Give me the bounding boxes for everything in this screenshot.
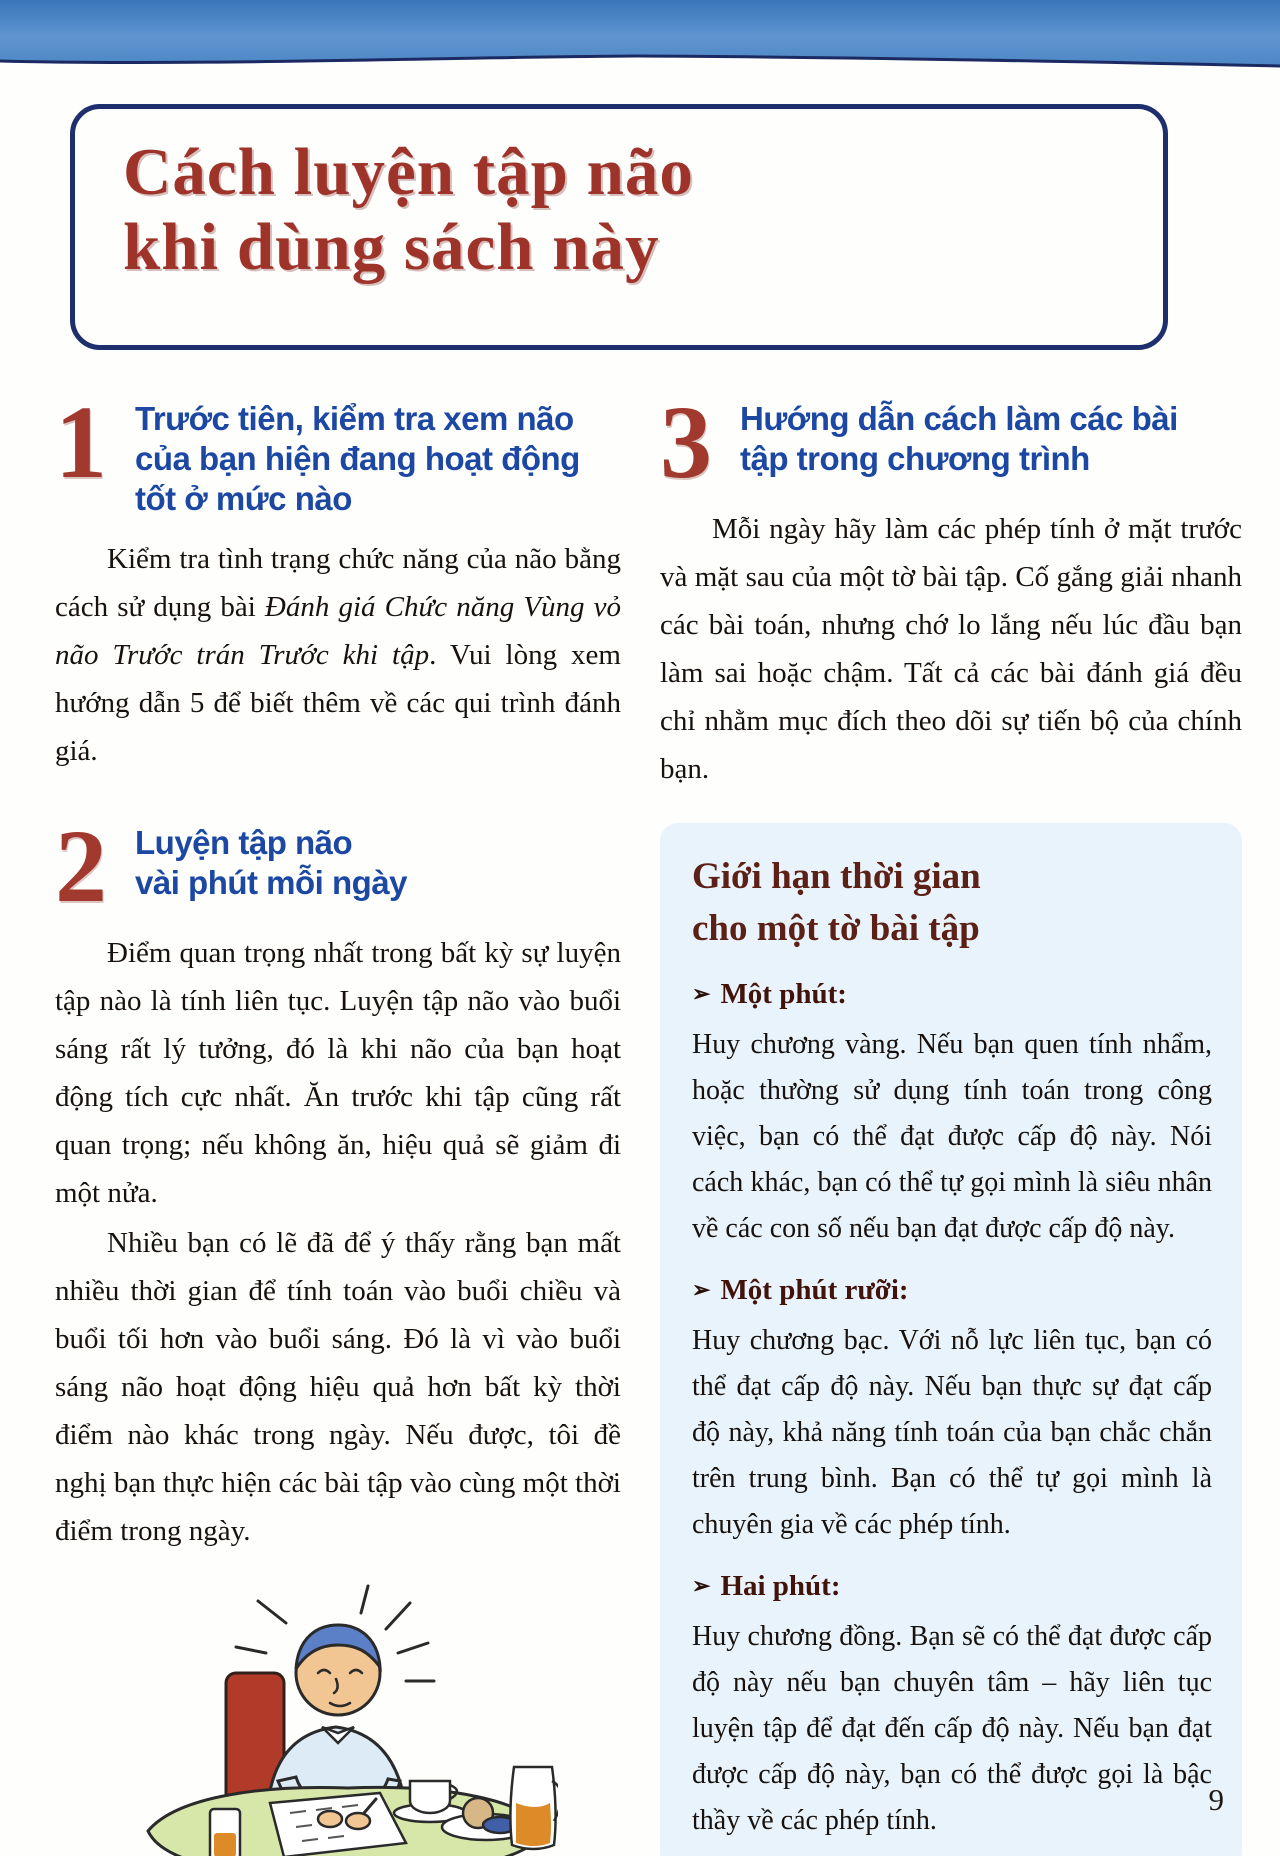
time-limit-item-label-row	[692, 1564, 1212, 1610]
section-2-paragraph-1: Điểm quan trọng nhất trong bất kỳ sự luyện tập nào là tính liên tục. Luyện tập não vào buổi sáng rất lý tưởng, đó là khi não của bạn hoạt động tích cực nhất. Ăn trước khi tập cũng rất quan trọng; nếu không ăn, hiệu quả sẽ giảm đi một nửa.	[55, 936, 621, 1209]
page-number: 9	[1208, 1782, 1224, 1817]
time-limit-box-title-line2: cho một tờ bài tập	[692, 908, 980, 950]
chapter-title-line2: khi dùng sách này	[123, 210, 660, 285]
section-2-heading	[55, 809, 621, 924]
section-3-body	[660, 505, 1242, 793]
section-1-paragraph-italic: Đánh giá Chức năng Vùng vỏ não Trước trán Trước khi tập	[55, 591, 621, 671]
section-2-title	[135, 819, 621, 903]
section-1-body	[55, 535, 621, 775]
man-at-table-illustration	[118, 1581, 558, 1856]
section-1-title-line2: của bạn hiện đang hoạt động	[135, 440, 580, 477]
section-3-title-line1: Hướng dẫn cách làm các bài	[740, 400, 1178, 437]
time-limit-item-label: Một phút rưỡi:	[720, 1273, 909, 1306]
section-1-paragraph-post: . Vui lòng xem hướng dẫn 5 để biết thêm về các qui trình đánh giá.	[55, 639, 621, 767]
section-1-paragraph	[55, 535, 621, 775]
time-limit-item-text: Huy chương vàng. Nếu bạn quen tính nhẩm, hoặc thường sử dụng tính toán trong công việc, bạn có thể đạt được cấp độ này. Nói cách khác, bạn có thể tự gọi mình là siêu nhân về các con số nếu bạn đạt được cấp độ này.	[692, 1028, 1212, 1244]
section-3-title-line2: tập trong chương trình	[740, 440, 1090, 477]
section-3-paragraph: Mỗi ngày hãy làm các phép tính ở mặt trước và mặt sau của một tờ bài tập. Cố gắng giải nhanh các bài toán, nhưng chớ lo lắng nếu lúc đầu bạn làm sai hoặc chậm. Tất cả các bài đánh giá đều chỉ nhằm mục đích theo dõi sự tiến bộ của chính bạn.	[660, 512, 1242, 785]
section-1-title	[135, 395, 621, 519]
section-2-number: 2	[55, 809, 107, 924]
section-2-body	[55, 929, 621, 1555]
time-limit-item-two-minutes	[692, 1564, 1212, 1844]
section-2	[55, 809, 621, 1555]
time-limit-item-one-minute	[692, 972, 1212, 1252]
juice-pitcher	[510, 1767, 558, 1849]
right-column	[660, 385, 1242, 1856]
section-2-title-line1: Luyện tập não	[135, 824, 353, 861]
juice-glass	[210, 1809, 240, 1856]
time-limit-item-text: Huy chương bạc. Với nỗ lực liên tục, bạn có thể đạt cấp độ này. Nếu bạn thực sự đạt cấp độ này, khả năng tính toán của bạn chắc chắn trên trung bình. Bạn có thể tự gọi mình là chuyên gia về các phép tính.	[692, 1324, 1212, 1540]
section-1-paragraph-pre: Kiểm tra tình trạng chức năng của não bằng cách sử dụng bài	[55, 543, 621, 623]
time-limit-box-title-line1: Giới hạn thời gian	[692, 855, 981, 897]
time-limit-item-label-row	[692, 1268, 1212, 1314]
right-hand	[346, 1813, 370, 1829]
time-limit-item-minute-and-half	[692, 1268, 1212, 1548]
section-3-number: 3	[660, 385, 712, 500]
arrow-bullet-icon: ➢	[692, 980, 711, 1006]
section-1-heading	[55, 385, 621, 519]
time-limit-item-label: Một phút:	[720, 977, 847, 1010]
chapter-title-box	[70, 104, 1168, 350]
section-2-paragraph-2: Nhiều bạn có lẽ đã để ý thấy rằng bạn mất nhiều thời gian để tính toán vào buổi chiều và buổi tối hơn vào buổi sáng. Đó là vì vào buổi sáng não hoạt động hiệu quả hơn bất kỳ thời điểm nào khác trong ngày. Nếu được, tôi đề nghị bạn thực hiện các bài tập vào cùng một thời điểm trong ngày.	[55, 1226, 621, 1547]
section-1-title-line3: tốt ở mức nào	[135, 480, 352, 517]
chapter-title-line1: Cách luyện tập não	[123, 135, 694, 209]
time-limit-box-title	[692, 851, 1212, 956]
left-hand	[318, 1811, 342, 1827]
top-blue-band	[0, 0, 1280, 80]
chapter-title	[75, 109, 1163, 285]
section-2-title-line2: vài phút mỗi ngày	[135, 864, 408, 901]
time-limit-item-label: Hai phút:	[720, 1569, 841, 1602]
time-limit-item-label-row	[692, 972, 1212, 1018]
left-column	[55, 385, 621, 1856]
section-1-number: 1	[55, 385, 107, 500]
section-3-heading	[660, 385, 1242, 500]
arrow-bullet-icon: ➢	[692, 1572, 711, 1598]
time-limit-item-text: Huy chương đồng. Bạn sẽ có thể đạt được cấp độ này nếu bạn chuyên tâm – hãy liên tục luyện tập để đạt đến cấp độ này. Nếu bạn đạt được cấp độ này, bạn có thể được gọi là bậc thầy về các phép tính.	[692, 1620, 1212, 1836]
arrow-bullet-icon: ➢	[692, 1276, 711, 1302]
time-limit-box	[660, 823, 1242, 1856]
section-3-title	[740, 395, 1242, 479]
section-1-title-line1: Trước tiên, kiểm tra xem não	[135, 400, 574, 437]
